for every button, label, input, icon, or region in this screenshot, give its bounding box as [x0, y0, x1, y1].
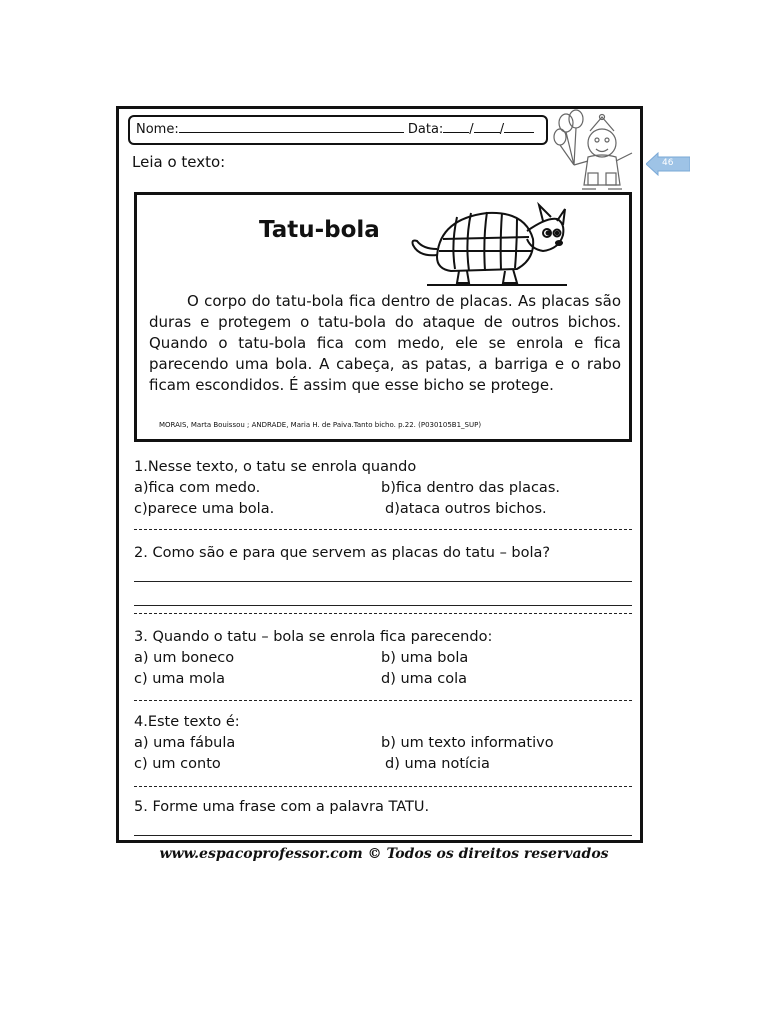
question-3-option-c[interactable]: c) uma mola	[134, 671, 225, 687]
divider	[134, 613, 632, 614]
name-date-box	[128, 115, 548, 145]
divider	[134, 529, 632, 530]
question-1	[134, 457, 634, 520]
name-blank[interactable]	[179, 117, 404, 133]
question-4	[134, 712, 634, 775]
armadillo-illustration	[407, 199, 577, 289]
divider	[134, 786, 632, 787]
reading-source: MORAIS, Marta Bouissou ; ANDRADE, Maria H. de Paiva.Tanto bicho. p.22. (P030105B1_SUP)	[159, 421, 482, 429]
name-label: Nome:	[136, 122, 179, 137]
question-3	[134, 627, 634, 690]
date-slash: /	[499, 122, 505, 137]
question-4-option-d[interactable]: d) uma notícia	[385, 756, 490, 772]
question-4-option-c[interactable]: c) um conto	[134, 756, 221, 772]
question-2	[134, 543, 634, 564]
question-1-option-a[interactable]: a)fica com medo.	[134, 480, 261, 496]
question-5	[134, 797, 634, 818]
question-5-text: 5. Forme uma frase com a palavra TATU.	[134, 799, 430, 815]
worksheet	[116, 106, 643, 843]
footer-copyright: www.espacoprofessor.com © Todos os direitos reservados	[159, 846, 609, 862]
divider	[134, 700, 632, 701]
question-4-option-b[interactable]: b) um texto informativo	[381, 735, 554, 751]
intro-text: Leia o texto:	[132, 153, 226, 171]
date-label: Data:	[407, 122, 444, 137]
date-slash: /	[469, 122, 474, 137]
date-month-blank[interactable]	[474, 117, 500, 133]
question-1-text: 1.Nesse texto, o tatu se enrola quando	[134, 459, 417, 475]
clown-with-balloons-icon	[552, 109, 644, 195]
question-1-option-d[interactable]: d)ataca outros bichos.	[385, 501, 547, 517]
reading-title: Tatu-bola	[259, 217, 380, 243]
question-3-option-b[interactable]: b) uma bola	[381, 650, 469, 666]
question-1-option-c[interactable]: c)parece uma bola.	[134, 501, 275, 517]
question-2-text: 2. Como são e para que servem as placas do tatu – bola?	[134, 545, 551, 561]
question-3-option-a[interactable]: a) um boneco	[134, 650, 235, 666]
answer-line[interactable]	[134, 835, 632, 836]
answer-line[interactable]	[134, 605, 632, 606]
date-day-blank[interactable]	[443, 117, 469, 133]
question-4-option-a[interactable]: a) uma fábula	[134, 735, 236, 751]
reading-body	[149, 291, 621, 396]
question-1-option-b[interactable]: b)fica dentro das placas.	[381, 480, 560, 496]
reading-text-box	[134, 192, 632, 442]
question-3-option-d[interactable]: d) uma cola	[381, 671, 468, 687]
reading-body-text: O corpo do tatu-bola fica dentro de placas. As placas são duras e protegem o tatu-bola do ataque de outros bichos. Quando o tatu-bola fica com medo, ele se enrola e fica parecendo uma bola. A cabeça, as patas, a barriga e o rabo ficam escondidos. É assim que esse bicho se protege.	[149, 292, 621, 394]
question-4-text: 4.Este texto é:	[134, 714, 240, 730]
date-year-blank[interactable]	[504, 117, 534, 133]
answer-line[interactable]	[134, 581, 632, 582]
page-number-badge: 46	[662, 158, 674, 168]
question-3-text: 3. Quando o tatu – bola se enrola fica parecendo:	[134, 629, 493, 645]
